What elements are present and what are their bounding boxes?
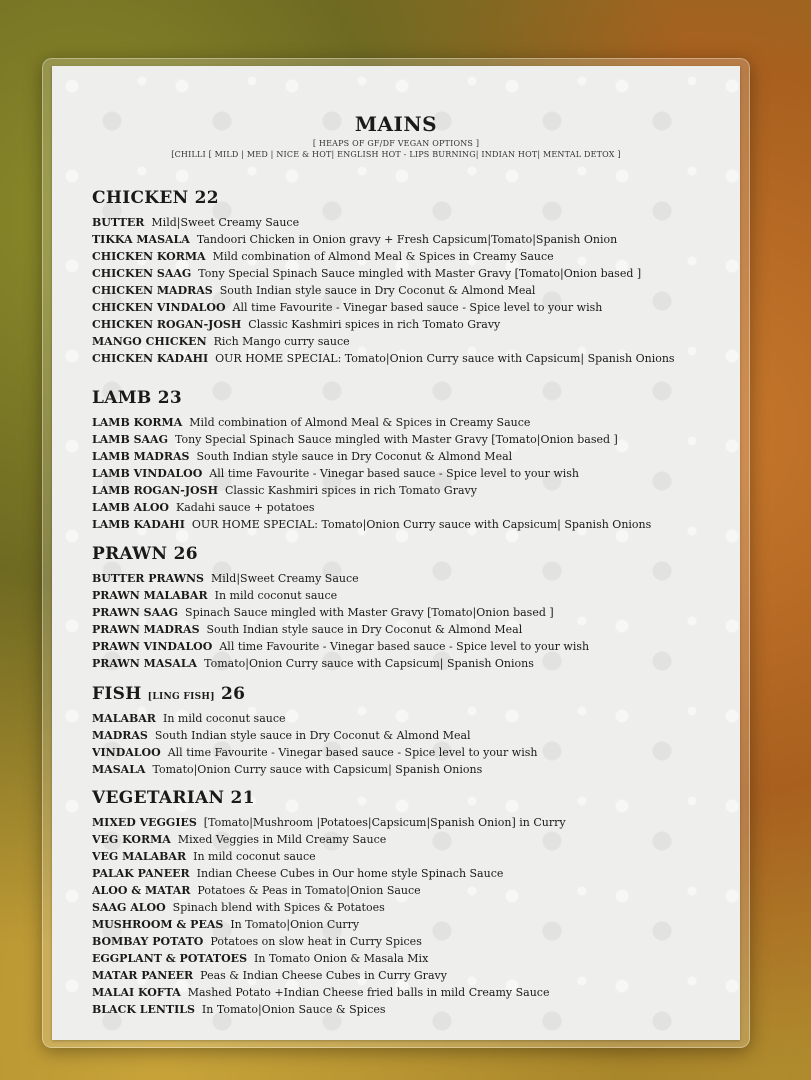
menu-subtitle-chilli-levels: [CHILLI [ MILD | MED | NICE & HOT| ENGLISH HOT - LIPS BURNING| INDIAN HOT| MENTAL DETOX ] (171, 150, 621, 159)
menu-item (92, 984, 722, 1001)
item-name: MASALA (92, 763, 146, 776)
item-name: PRAWN SAAG (92, 606, 179, 619)
item-name: LAMB KORMA (92, 416, 183, 429)
menu-item (92, 848, 722, 865)
item-description: Spinach Sauce mingled with Master Gravy [Tomato|Onion based ] (185, 606, 554, 619)
item-description: South Indian style sauce in Dry Coconut & Almond Meal (206, 623, 523, 636)
menu-item (92, 231, 722, 248)
item-name: CHICKEN ROGAN-JOSH (92, 318, 242, 331)
menu-item (92, 621, 722, 638)
fish-heading-price: 26 (221, 684, 246, 704)
item-name: BUTTER PRAWNS (92, 572, 204, 585)
item-description: Peas & Indian Cheese Cubes in Curry Gravy (200, 969, 447, 982)
item-description: In mild coconut sauce (162, 712, 286, 725)
item-description: Tomato|Onion Curry sauce with Capsicum| Spanish Onions (152, 763, 483, 776)
item-description: Classic Kashmiri spices in rich Tomato Gravy (248, 318, 501, 331)
menu-item (92, 414, 722, 431)
item-name: PRAWN MADRAS (92, 623, 200, 636)
item-description: In Tomato Onion & Masala Mix (254, 952, 429, 965)
menu-item (92, 814, 722, 831)
item-description: Mixed Veggies in Mild Creamy Sauce (177, 833, 387, 846)
item-name: PRAWN MASALA (92, 657, 198, 670)
menu-item (92, 350, 722, 367)
item-description: Mild|Sweet Creamy Sauce (210, 572, 359, 585)
section-prawn (92, 544, 722, 672)
item-name: CHICKEN KORMA (92, 250, 206, 263)
section-lamb (92, 388, 722, 533)
section-vegetarian (92, 788, 722, 1018)
item-description: All time Favourite - Vinegar based sauce - Spice level to your wish (232, 301, 603, 314)
menu-item (92, 744, 722, 761)
item-description: [Tomato|Mushroom |Potatoes|Capsicum|Spanish Onion] in Curry (203, 816, 566, 829)
item-name: VEG MALABAR (92, 850, 187, 863)
menu-item (92, 710, 722, 727)
item-name: LAMB MADRAS (92, 450, 190, 463)
item-description: In Tomato|Onion Sauce & Spices (201, 1003, 386, 1016)
item-name: VINDALOO (92, 746, 161, 759)
item-name: EGGPLANT & POTATOES (92, 952, 248, 965)
item-description: In mild coconut sauce (193, 850, 316, 863)
item-description: Tomato|Onion Curry sauce with Capsicum| Spanish Onions (204, 657, 534, 670)
item-description: Mild combination of Almond Meal & Spices in Creamy Sauce (189, 416, 531, 429)
item-name: CHICKEN SAAG (92, 267, 192, 280)
item-name: LAMB ROGAN-JOSH (92, 484, 218, 497)
item-name: MIXED VEGGIES (92, 816, 197, 829)
menu-item (92, 448, 722, 465)
section-heading-prawn: PRAWN 26 (92, 544, 198, 564)
menu-item (92, 333, 722, 350)
menu-item (92, 482, 722, 499)
menu-item (92, 655, 722, 672)
item-name: MUSHROOM & PEAS (92, 918, 224, 931)
menu-item (92, 882, 722, 899)
menu-item (92, 516, 722, 533)
item-name: CHICKEN VINDALOO (92, 301, 226, 314)
item-name: PRAWN MALABAR (92, 589, 208, 602)
item-description: All time Favourite - Vinegar based sauce - Spice level to your wish (167, 746, 538, 759)
item-description: All time Favourite - Vinegar based sauce - Spice level to your wish (209, 467, 580, 480)
item-description: Mild combination of Almond Meal & Spices in Creamy Sauce (212, 250, 554, 263)
menu-page (52, 66, 740, 1040)
item-name: BUTTER (92, 216, 145, 229)
menu-item (92, 761, 722, 778)
section-heading-lamb: LAMB 23 (92, 388, 183, 408)
section-heading-vegetarian: VEGETARIAN 21 (92, 788, 255, 808)
menu-item (92, 1001, 722, 1018)
item-description: OUR HOME SPECIAL: Tomato|Onion Curry sauce with Capsicum| Spanish Onions (215, 352, 675, 365)
menu-item (92, 431, 722, 448)
menu-item (92, 899, 722, 916)
item-description: Tony Special Spinach Sauce mingled with Master Gravy [Tomato|Onion based ] (198, 267, 642, 280)
item-description: Potatoes on slow heat in Curry Spices (210, 935, 422, 948)
menu-item (92, 933, 722, 950)
item-description: Kadahi sauce + potatoes (176, 501, 315, 514)
item-description: Potatoes & Peas in Tomato|Onion Sauce (197, 884, 421, 897)
item-description: South Indian style sauce in Dry Coconut & Almond Meal (219, 284, 536, 297)
section-heading-chicken: CHICKEN 22 (92, 188, 219, 208)
menu-item (92, 727, 722, 744)
item-name: VEG KORMA (92, 833, 171, 846)
menu-item (92, 299, 722, 316)
item-name: PALAK PANEER (92, 867, 190, 880)
item-name: MANGO CHICKEN (92, 335, 207, 348)
menu-item (92, 499, 722, 516)
item-description: All time Favourite - Vinegar based sauce - Spice level to your wish (219, 640, 590, 653)
item-description: Spinach blend with Spices & Potatoes (172, 901, 385, 914)
fish-heading-note: [LING FISH] (147, 692, 215, 702)
item-name: LAMB SAAG (92, 433, 168, 446)
item-name: CHICKEN MADRAS (92, 284, 213, 297)
item-description: Mashed Potato +Indian Cheese fried balls in mild Creamy Sauce (187, 986, 550, 999)
item-name: MALAI KOFTA (92, 986, 181, 999)
menu-item (92, 638, 722, 655)
item-name: BOMBAY POTATO (92, 935, 204, 948)
menu-item (92, 587, 722, 604)
item-name: ALOO & MATAR (92, 884, 191, 897)
item-description: Tandoori Chicken in Onion gravy + Fresh Capsicum|Tomato|Spanish Onion (196, 233, 618, 246)
item-name: MATAR PANEER (92, 969, 194, 982)
item-name: MALABAR (92, 712, 156, 725)
item-description: In Tomato|Onion Curry (230, 918, 360, 931)
menu-item (92, 570, 722, 587)
item-name: LAMB VINDALOO (92, 467, 203, 480)
fish-heading-title: FISH (92, 684, 142, 704)
item-name: BLACK LENTILS (92, 1003, 195, 1016)
menu-item (92, 316, 722, 333)
item-description: South Indian style sauce in Dry Coconut & Almond Meal (196, 450, 513, 463)
item-description: Indian Cheese Cubes in Our home style Spinach Sauce (196, 867, 504, 880)
menu-item (92, 465, 722, 482)
menu-item (92, 831, 722, 848)
menu-item (92, 865, 722, 882)
menu-subtitle-options: [ HEAPS OF GF/DF VEGAN OPTIONS ] (312, 139, 480, 148)
item-name: PRAWN VINDALOO (92, 640, 213, 653)
item-description: In mild coconut sauce (214, 589, 338, 602)
menu-item (92, 950, 722, 967)
item-name: LAMB KADAHI (92, 518, 185, 531)
item-description: South Indian style sauce in Dry Coconut & Almond Meal (154, 729, 471, 742)
menu-title: MAINS (354, 112, 438, 136)
menu-item (92, 967, 722, 984)
section-fish (92, 684, 722, 778)
item-description: Rich Mango curry sauce (213, 335, 350, 348)
item-name: MADRAS (92, 729, 148, 742)
section-heading-fish (92, 684, 722, 704)
menu-item (92, 916, 722, 933)
menu-item (92, 604, 722, 621)
item-description: Tony Special Spinach Sauce mingled with Master Gravy [Tomato|Onion based ] (174, 433, 618, 446)
item-name: LAMB ALOO (92, 501, 170, 514)
item-name: TIKKA MASALA (92, 233, 190, 246)
item-name: CHICKEN KADAHI (92, 352, 209, 365)
item-description: Classic Kashmiri spices in rich Tomato Gravy (224, 484, 477, 497)
item-name: SAAG ALOO (92, 901, 166, 914)
section-chicken (92, 188, 722, 367)
item-description: Mild|Sweet Creamy Sauce (151, 216, 300, 229)
menu-item (92, 265, 722, 282)
menu-item (92, 282, 722, 299)
item-description: OUR HOME SPECIAL: Tomato|Onion Curry sauce with Capsicum| Spanish Onions (191, 518, 652, 531)
menu-item (92, 248, 722, 265)
menu-item (92, 214, 722, 231)
